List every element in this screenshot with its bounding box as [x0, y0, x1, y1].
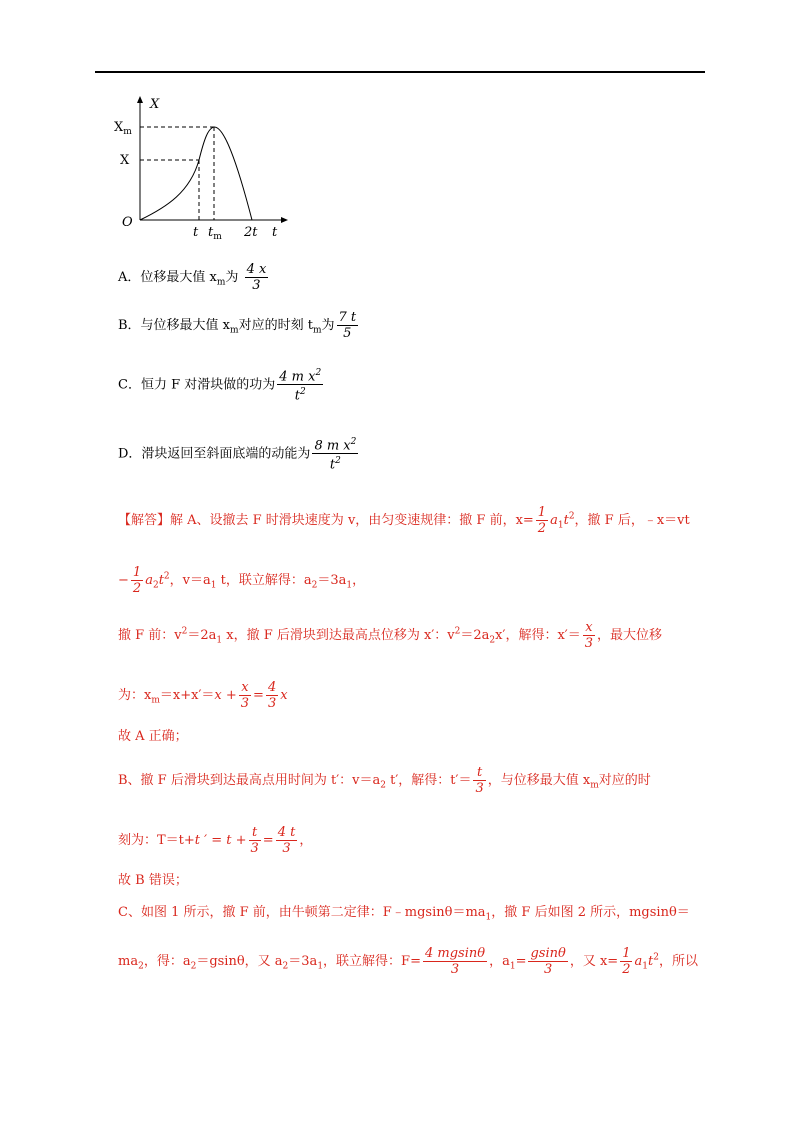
solution-frac-4-3: $\frac{4}{3}$ [267, 680, 277, 711]
option-d: D．滑块返回至斜面底端的动能为 $\frac{8 m x^2}{t^2}$ [118, 437, 357, 473]
solution-frac-a1: $\frac{gsin\theta}{3}$ [530, 946, 566, 977]
solution-frac-t-3b: $\frac{t}{3}$ [250, 825, 259, 856]
solution-frac-half-2: $\frac{1}{2}$ [132, 565, 142, 596]
solution-line-3: 撤 F 前：$v^2=2a_1$ x，撤 F 后滑块到达最高点位移为 x′：$v^2=2a_2x'$，解得：x′＝ $\frac{x}{3}$ ，最大位移 [118, 620, 663, 651]
solution-frac-f: $\frac{4 mgsin\theta}{3}$ [424, 946, 486, 977]
xm-label: $X_m$ [114, 120, 132, 137]
origin-label: O [122, 215, 133, 230]
tick-t-label: t [193, 225, 199, 240]
solution-line-4: 为：$x_m=x+x'=x$ + $\frac{x}{3}$ = $\frac{4}{3}$ x [118, 680, 288, 711]
solution-frac-half-3: $\frac{1}{2}$ [622, 946, 631, 977]
tick-tm-label: $t_m$ [208, 225, 222, 242]
header-rule [95, 71, 705, 73]
solution-line-6: B、撤 F 后滑块到达最高点用时间为 t′：$v=a_2$ t′，解得：t′＝ $\frac{t}{3}$ ，与位移最大值 $x_m$对应的时 [118, 765, 651, 796]
tick-2t-label: 2t [244, 225, 258, 240]
option-b: B．与位移最大值 $x_m$对应的时刻 $t_m$为 $\frac{7 t}{5}$ [118, 310, 357, 341]
solution-line-8: 故 B 错误； [118, 873, 188, 888]
displacement-time-graph [112, 92, 292, 242]
x-axis-arrow [281, 217, 288, 223]
y-axis-label: X [150, 97, 160, 112]
solution-line-2: − $\frac{1}{2}$ $a_2t^2$，$v=a_1$ t，联立解得：$a_2=3a_1$， [118, 565, 366, 596]
solution-line-5: 故 A 正确； [118, 729, 188, 744]
option-c: C．恒力 F 对滑块做的功为 $\frac{4 m x^2}{t^2}$ [118, 368, 322, 404]
solution-frac-t-3: $\frac{t}{3}$ [475, 765, 484, 796]
displacement-curve [140, 127, 252, 220]
option-b-fraction: $\frac{7 t}{5}$ [338, 310, 357, 341]
solution-line-1: 【解答】解 A、设撤去 F 时滑块速度为 v，由匀变速规律：撤 F 前，x= $\frac{1}{2}$ $a_1t^2$，撤 F 后，﹣x＝vt [118, 505, 690, 536]
solution-frac-x-3: $\frac{x}{3}$ [584, 620, 594, 651]
option-c-fraction: $\frac{4 m x^2}{t^2}$ [279, 368, 322, 404]
option-a: A．位移最大值 $x_m$为 $\frac{4 x}{3}$ [118, 262, 267, 293]
solution-frac-half-1: $\frac{1}{2}$ [537, 505, 547, 536]
solution-line-7: 刻为：T＝t+t ′ = t + $\frac{t}{3}$ = $\frac{4 t}{3}$ ， [118, 825, 313, 856]
option-d-fraction: $\frac{8 m x^2}{t^2}$ [314, 437, 357, 473]
solution-line-9: C、如图 1 所示，撤 F 前，由牛顿第二定律：$F﹣mgsin\theta=ma_1$，撤 F 后如图 2 所示，mgsinθ＝ [118, 905, 690, 923]
y-axis-arrow [137, 96, 143, 103]
solution-line-10: $ma_2$，得：$a_2=gsin\theta$，又 $a_2=3a_1$，联立解得：F= $\frac{4 mgsin\theta}{3}$ ，$a_1=$ $\frac{gsin\theta}{3}$ ，又 x= $\frac{1}{2}$ $a_1t^2$，所以 [118, 946, 698, 977]
option-a-fraction: $\frac{4 x}{3}$ [246, 262, 267, 293]
solution-frac-x-3b: $\frac{x}{3}$ [240, 680, 250, 711]
x-label: X [120, 153, 130, 168]
solution-frac-4t-3: $\frac{4 t}{3}$ [277, 825, 296, 856]
x-axis-label: t [272, 225, 278, 240]
